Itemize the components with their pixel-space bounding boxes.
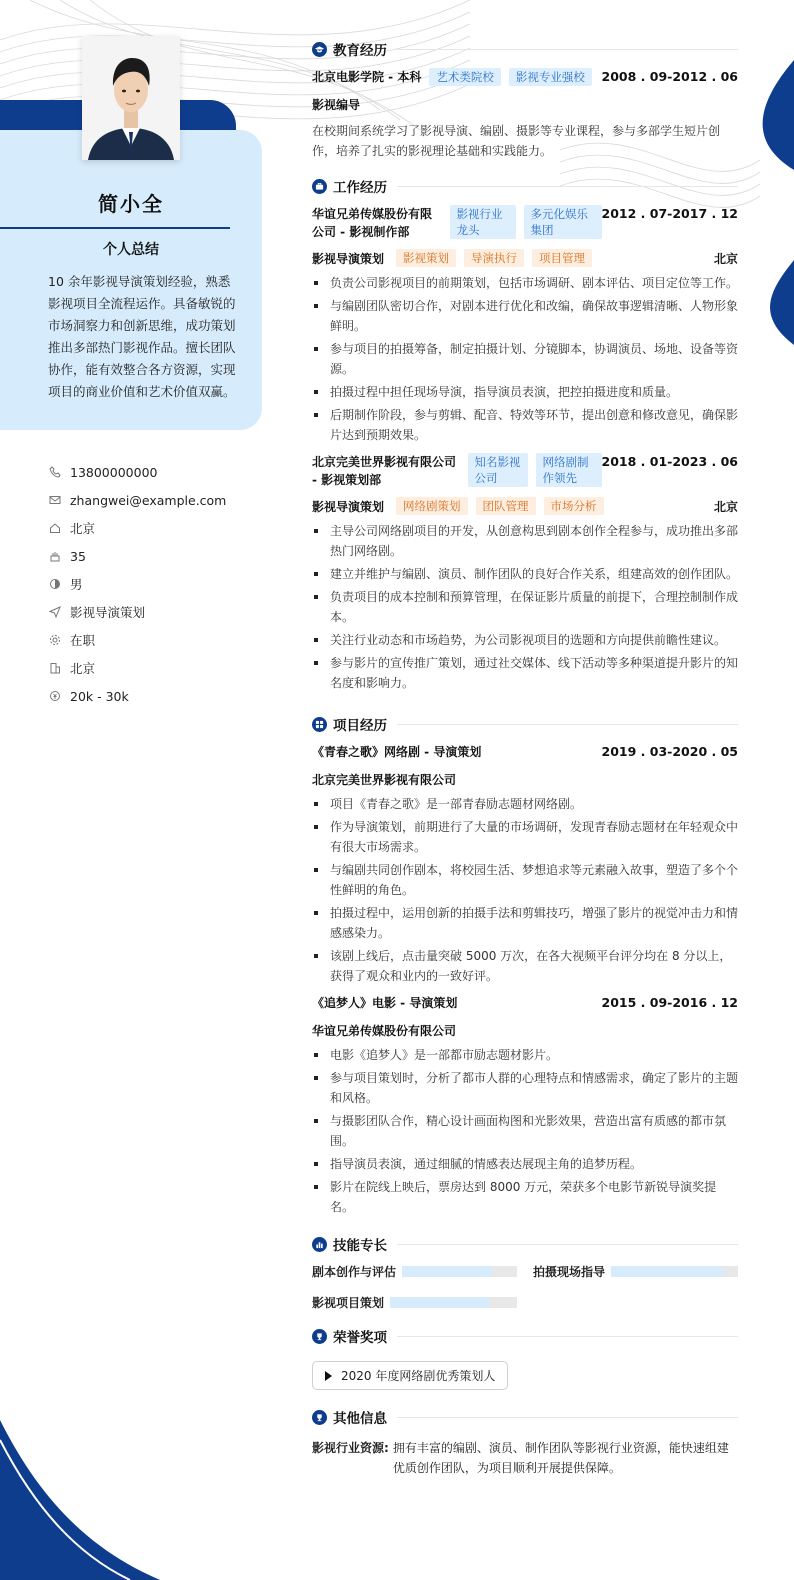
work-role: 影视导演策划 <box>312 499 385 514</box>
company-tag: 知名影视公司 <box>468 453 528 487</box>
list-item: 与编剧团队密切合作，对剧本进行优化和改编，确保故事逻辑清晰、人物形象鲜明。 <box>312 296 738 336</box>
school-name: 北京电影学院 - 本科 <box>312 70 422 84</box>
play-icon <box>325 1371 332 1381</box>
project-date: 2015 . 09-2016 . 12 <box>601 995 738 1010</box>
work-role: 影视导演策划 <box>312 251 385 266</box>
list-item: 负责项目的成本控制和预算管理，在保证影片质量的前提下，合理控制制作成本。 <box>312 587 738 627</box>
skill-name: 拍摄现场指导 <box>533 1265 606 1279</box>
skills-list <box>312 1263 738 1311</box>
work-entry <box>312 205 738 445</box>
section-divider <box>397 1336 738 1337</box>
name-underline <box>0 227 230 229</box>
list-item: 主导公司网络剧项目的开发，从创意构思到剧本创作全程参与，成功推出多部热门网络剧。 <box>312 521 738 561</box>
project-name: 《追梦人》电影 - 导演策划 <box>312 996 458 1010</box>
company-tag: 影视行业龙头 <box>450 205 516 239</box>
section-divider <box>397 1244 738 1245</box>
salary-icon <box>48 689 62 703</box>
project-entry <box>312 743 738 986</box>
list-item: 关注行业动态和市场趋势，为公司影视项目的选题和方向提供前瞻性建议。 <box>312 630 738 650</box>
skill-fill <box>402 1266 492 1277</box>
skill-item <box>312 1263 517 1280</box>
contact-value: 男 <box>70 577 83 592</box>
contact-salary <box>48 682 258 710</box>
project-company: 北京完美世界影视有限公司 <box>312 773 457 787</box>
project-bullets <box>312 1045 738 1217</box>
skill-bar <box>390 1297 517 1308</box>
list-item: 拍摄过程中，运用创新的拍摄手法和剪辑技巧，增强了影片的视觉冲击力和情感感染力。 <box>312 903 738 943</box>
work-date: 2012 . 07-2017 . 12 <box>601 206 738 221</box>
contact-value: 35 <box>70 548 86 564</box>
section-divider <box>397 186 738 187</box>
age-icon <box>48 549 62 563</box>
work-entry <box>312 453 738 693</box>
list-item: 参与影片的宣传推广策划，通过社交媒体、线下活动等多种渠道提升影片的知名度和影响力。 <box>312 653 738 693</box>
contact-age <box>48 542 258 570</box>
contact-value: 影视导演策划 <box>70 605 146 620</box>
summary-text: 10 余年影视导演策划经验，熟悉影视项目全流程运作。具备敏锐的市场洞察力和创新思维，成功策划推出多部热门影视作品。擅长团队协作，能有效整合各方资源，实现项目的商业价值和艺术价值双赢。 <box>48 274 236 399</box>
list-item: 建立并维护与编剧、演员、制作团队的良好合作关系，组建高效的创作团队。 <box>312 564 738 584</box>
work-bullets <box>312 521 738 693</box>
graduation-cap-icon <box>312 42 327 57</box>
work-location: 北京 <box>713 251 738 266</box>
contact-value: 北京 <box>70 661 96 676</box>
major: 影视编导 <box>312 98 361 112</box>
education-desc: 在校期间系统学习了影视导演、编剧、摄影等专业课程，参与多部学生短片创作，培养了扎实的影视理论基础和实践能力。 <box>312 124 721 158</box>
list-item: 负责公司影视项目的前期策划，包括市场调研、剧本评估、项目定位等工作。 <box>312 273 738 293</box>
list-item: 与编剧共同创作剧本，将校园生活、梦想追求等元素融入故事，塑造了多个个性鲜明的角色。 <box>312 860 738 900</box>
skill-tag: 导演执行 <box>464 249 524 267</box>
skill-tag: 网络剧策划 <box>396 497 468 515</box>
company-tag: 多元化娱乐集团 <box>524 205 602 239</box>
contact-gender <box>48 570 258 598</box>
contact-phone <box>48 458 258 486</box>
contact-status <box>48 626 258 654</box>
contact-list <box>48 458 258 710</box>
skill-bar <box>611 1266 738 1277</box>
avatar-portrait <box>82 36 180 160</box>
list-item: 参与项目策划时，分析了都市人群的心理特点和情感需求，确定了影片的主题和风格。 <box>312 1068 738 1108</box>
skill-bar <box>402 1266 517 1277</box>
skill-item <box>533 1263 738 1280</box>
building-icon <box>48 661 62 675</box>
work-header <box>312 173 738 199</box>
project-date: 2019 . 03-2020 . 05 <box>601 744 738 759</box>
contact-value: 13800000000 <box>70 464 158 480</box>
project-name: 《青春之歌》网络剧 - 导演策划 <box>312 745 482 759</box>
info-icon <box>312 1410 327 1425</box>
award-item[interactable] <box>312 1361 508 1390</box>
contact-position <box>48 598 258 626</box>
list-item: 电影《追梦人》是一部都市励志题材影片。 <box>312 1045 738 1065</box>
section-title: 技能专长 <box>333 1238 387 1254</box>
section-title: 其他信息 <box>333 1411 387 1427</box>
work-bullets <box>312 273 738 445</box>
profile-photo <box>82 36 180 160</box>
contact-city <box>48 654 258 682</box>
company-tag: 网络剧制作领先 <box>536 453 602 487</box>
other-header <box>312 1404 738 1430</box>
other-item <box>312 1438 738 1478</box>
home-icon <box>48 521 62 535</box>
candidate-name: 简小全 <box>98 192 164 216</box>
list-item: 后期制作阶段，参与剪辑、配音、特效等环节，提出创意和修改意见，确保影片达到预期效果。 <box>312 405 738 445</box>
status-icon <box>48 633 62 647</box>
main-content <box>312 36 738 1478</box>
skill-name: 剧本创作与评估 <box>312 1265 397 1279</box>
section-divider <box>397 49 738 50</box>
section-divider <box>397 1417 738 1418</box>
section-divider <box>397 724 738 725</box>
other-key: 影视行业资源: <box>312 1441 389 1455</box>
sidebar <box>0 0 270 1580</box>
project-entry <box>312 994 738 1217</box>
skill-fill <box>611 1266 723 1277</box>
contact-residence <box>48 514 258 542</box>
summary-title: 个人总结 <box>103 242 159 258</box>
awards-header <box>312 1323 738 1349</box>
contact-value: zhangwei@example.com <box>70 492 227 508</box>
project-company: 华谊兄弟传媒股份有限公司 <box>312 1024 457 1038</box>
project-bullets <box>312 794 738 986</box>
other-value: 拥有丰富的编剧、演员、制作团队等影视行业资源，能快速组建优质创作团队，为项目顺利开展提供保障。 <box>392 1441 729 1475</box>
chart-icon <box>312 1237 327 1252</box>
list-item: 指导演员表演，通过细腻的情感表达展现主角的追梦历程。 <box>312 1154 738 1174</box>
mail-icon <box>48 493 62 507</box>
work-company: 华谊兄弟传媒股份有限公司 - 影视制作部 <box>312 207 433 239</box>
list-item: 拍摄过程中担任现场导演，指导演员表演，把控拍摄进度和质量。 <box>312 382 738 402</box>
contact-value: 在职 <box>70 633 96 648</box>
briefcase-icon <box>312 179 327 194</box>
work-location: 北京 <box>713 499 738 514</box>
skill-tag: 市场分析 <box>544 497 604 515</box>
skill-fill <box>390 1297 489 1308</box>
section-title: 教育经历 <box>333 43 387 59</box>
skill-tag: 项目管理 <box>532 249 592 267</box>
award-label: 2020 年度网络剧优秀策划人 <box>341 1369 496 1383</box>
trophy-icon <box>312 1329 327 1344</box>
grid-icon <box>312 717 327 732</box>
contact-value: 北京 <box>70 521 96 536</box>
work-company: 北京完美世界影视有限公司 - 影视策划部 <box>312 455 457 487</box>
contact-email <box>48 486 258 514</box>
gender-icon <box>48 577 62 591</box>
list-item: 该剧上线后，点击量突破 5000 万次，在各大视频平台评分均在 8 分以上，获得了观众和业内的一致好评。 <box>312 946 738 986</box>
skills-header <box>312 1231 738 1257</box>
projects-header <box>312 711 738 737</box>
skill-name: 影视项目策划 <box>312 1296 385 1310</box>
work-date: 2018 . 01-2023 . 06 <box>601 454 738 469</box>
list-item: 影片在院线上映后，票房达到 8000 万元，荣获多个电影节新锐导演奖提名。 <box>312 1177 738 1217</box>
phone-icon <box>48 465 62 479</box>
skill-tag: 团队管理 <box>476 497 536 515</box>
section-title: 项目经历 <box>333 718 387 734</box>
send-icon <box>48 605 62 619</box>
contact-value: 20k - 30k <box>70 688 129 704</box>
section-title: 工作经历 <box>333 180 387 196</box>
skill-tag: 影视策划 <box>396 249 456 267</box>
education-header <box>312 36 738 62</box>
education-date: 2008 . 09-2012 . 06 <box>601 69 738 84</box>
section-title: 荣誉奖项 <box>333 1330 387 1346</box>
school-tag: 影视专业强校 <box>509 68 592 86</box>
list-item: 参与项目的拍摄筹备，制定拍摄计划、分镜脚本，协调演员、场地、设备等资源。 <box>312 339 738 379</box>
summary-card <box>0 130 262 430</box>
skill-item <box>312 1294 517 1311</box>
list-item: 与摄影团队合作，精心设计画面构图和光影效果，营造出富有质感的都市氛围。 <box>312 1111 738 1151</box>
school-tag: 艺术类院校 <box>429 68 501 86</box>
education-entry <box>312 68 738 86</box>
list-item: 项目《青春之歌》是一部青春励志题材网络剧。 <box>312 794 738 814</box>
list-item: 作为导演策划，前期进行了大量的市场调研，发现青春励志题材在年轻观众中有很大市场需求。 <box>312 817 738 857</box>
